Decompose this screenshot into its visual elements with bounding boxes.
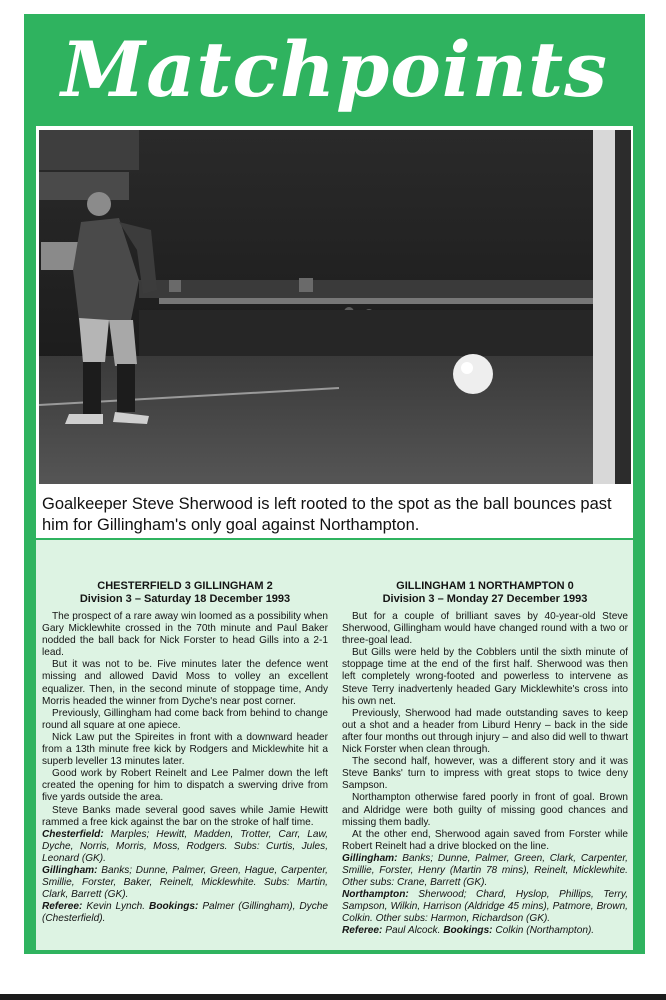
lineup-label: Gillingham: <box>342 852 398 864</box>
report-score: GILLINGHAM 1 NORTHAMPTON 0 <box>396 580 574 592</box>
lineup-away <box>42 865 328 901</box>
report-heading <box>342 580 628 605</box>
bookings-label: Bookings: <box>443 925 493 937</box>
bookings-text: Palmer (Gillingham), Dyche (Chesterfield). <box>42 901 328 925</box>
lineup-home <box>342 853 628 889</box>
match-reports-panel <box>36 540 633 950</box>
referee-label: Referee: <box>342 925 383 937</box>
lineup-players: Sherwood; Chard, Hyslop, Phillips, Terry, Sampson, Wilkin, Harrison (Aldridge 45 mins), Patmore, Brown, Colkin. Other subs: Harmon, Richardson (GK). <box>342 889 628 925</box>
page-bottom-edge <box>0 994 666 1000</box>
report-paragraph: Nick Law put the Spireites in front with a downward header from a 13th minute free kick by Rodgers and Micklewhite hit a superb leveller 13 minutes later. <box>42 731 328 768</box>
report-paragraph: At the other end, Sherwood again saved from Forster while Robert Reinelt had a drive blocked on the line. <box>342 828 628 852</box>
referee-label: Referee: <box>42 901 83 913</box>
page-frame <box>24 14 645 954</box>
report-date: Division 3 – Monday 27 December 1993 <box>382 592 588 605</box>
lineup-label: Northampton: <box>342 889 409 901</box>
page-title: Matchpoints <box>61 25 608 114</box>
report-paragraph: The second half, however, was a different story and it was Steve Banks' turn to impress with great stops to twice deny Sampson. <box>342 756 628 792</box>
report-paragraph: But it was not to be. Five minutes later the defence went missing and allowed David Moss to volley an excellent equalizer. Then, in the second minute of stoppage time, Andy Morris headed the winner from Dyche's near post corner. <box>42 659 328 707</box>
report-paragraph: Previously, Gillingham had come back from behind to change round all square at one apiece. <box>42 707 328 731</box>
bookings-label: Bookings: <box>149 901 199 913</box>
lineup-label: Chesterfield: <box>42 828 104 840</box>
report-paragraph: The prospect of a rare away win loomed as a possibility when Gary Micklewhite crossed in the 70th minute and Paul Baker nodded the ball back for Nick Forster to head Gills into a 2-1 lead. <box>42 611 328 659</box>
lineup-players: Banks; Dunne, Palmer, Green, Clark, Carpenter, Smillie, Forster, Henry (Martin 78 mins), Reinelt, Micklewhite. Other subs: Crane, Barrett (GK). <box>342 852 628 889</box>
report-score: CHESTERFIELD 3 GILLINGHAM 2 <box>97 580 273 592</box>
match-report-chesterfield <box>42 580 328 925</box>
officials <box>42 901 328 925</box>
lineup-label: Gillingham: <box>42 864 98 876</box>
officials <box>342 925 628 937</box>
referee-name: Paul Alcock. <box>385 925 441 937</box>
report-paragraph: Steve Banks made several good saves while Jamie Hewitt rammed a free kick against the bar on the stroke of half time. <box>42 804 328 828</box>
report-date: Division 3 – Saturday 18 December 1993 <box>79 592 291 605</box>
lineup-home <box>42 829 328 865</box>
match-report-northampton <box>342 580 628 938</box>
lineup-players: Banks; Dunne, Palmer, Green, Hague, Carpenter, Smillie, Forster, Baker, Reinelt, Micklewhite. Subs: Martin, Clark, Barrett (GK). <box>42 864 328 901</box>
photo-panel <box>36 126 633 538</box>
report-paragraph: Previously, Sherwood had made outstanding saves to keep out a shot and a header from Liburd Henry – back in the side after four months out through injury – and also did well to thwart Nick Forster when clean through. <box>342 707 628 756</box>
photo-caption: Goalkeeper Steve Sherwood is left rooted to the spot as the ball bounces past him for Gillingham's only goal against Northampton. <box>42 495 612 534</box>
report-paragraph: Northampton otherwise fared poorly in front of goal. Brown and Aldridge were both guilty of missing good chances and missing them badly. <box>342 792 628 828</box>
match-photo-illustration <box>39 130 631 484</box>
report-heading <box>42 580 328 605</box>
report-paragraph: Good work by Robert Reinelt and Lee Palmer down the left created the opening for him to dispatch a swerving drive from five yards outside the area. <box>42 768 328 804</box>
report-paragraph: But Gills were held by the Cobblers until the sixth minute of stoppage time at the end of the first half. Sherwood was then left completely wrong-footed and powerless to intervene as Steve Terry inadvertenly headed Gary Micklewhite's cross into his own net. <box>342 647 628 707</box>
report-paragraph: But for a couple of brilliant saves by 40-year-old Steve Sherwood, Gillingham would have changed round with a two or three-goal lead. <box>342 611 628 647</box>
lineup-away <box>342 889 628 925</box>
bookings-text: Colkin (Northampton). <box>495 925 595 937</box>
lineup-players: Marples; Hewitt, Madden, Trotter, Carr, Law, Dyche, Norris, Morris, Moss, Rodgers. Subs: Curtis, Jules, Leonard (GK). <box>42 828 328 864</box>
referee-name: Kevin Lynch. <box>86 901 146 913</box>
match-photo <box>39 130 631 484</box>
